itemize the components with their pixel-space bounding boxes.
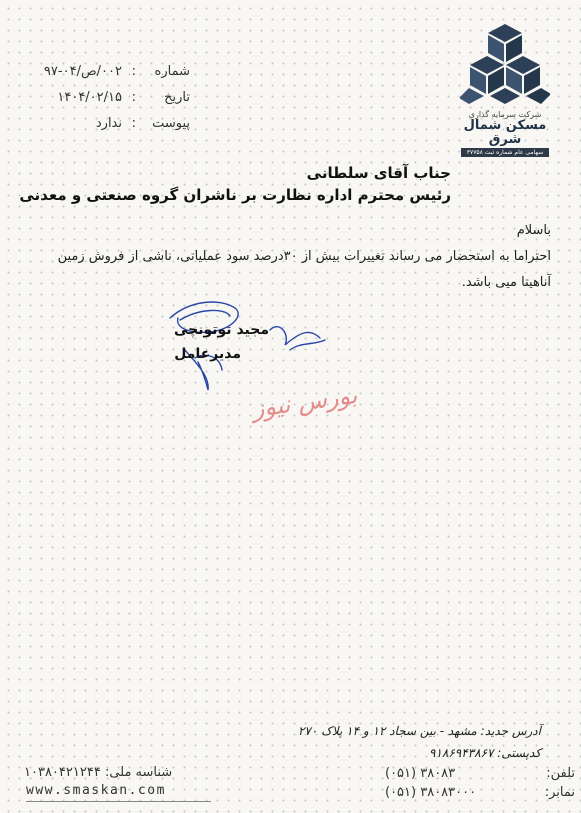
footer-divider (26, 801, 211, 802)
logo-small-text: شرکت سرمایه گذاری (468, 110, 542, 119)
letter-body (51, 218, 551, 296)
logo-registration-bar: سهامی عام شماره ثبت ۳۷۷۵۸ (461, 148, 549, 157)
meta-colon: : (131, 90, 136, 105)
watermark-stamp: بورس نیوز (250, 380, 359, 424)
number-value: ۰۰۲/ص/۰۴-۹۷ (43, 64, 122, 79)
meta-attachment-row (40, 116, 190, 138)
addressee-line-2: رئیس محترم اداره نظارت بر ناشران گروه صنعتی و معدنی (19, 186, 451, 204)
logo-company-name: مسکن شمال شرق (463, 118, 547, 147)
attachment-value: ندارد (95, 116, 122, 131)
number-label: شماره (154, 64, 190, 79)
signatory-name: مجید توتونچی (173, 322, 269, 338)
date-label: تاریخ (164, 90, 190, 105)
addressee-line-1: جناب آقای سلطانی (306, 164, 451, 182)
date-value: ۱۴۰۴/۰۲/۱۵ (57, 90, 122, 105)
fax-label: نمابر: (544, 785, 575, 800)
handwritten-signature-icon (150, 290, 350, 400)
footer-telephone-row (385, 766, 575, 784)
attachment-label: پیوست (152, 116, 190, 131)
fax-value: (۰۵۱) ۳۸۰۸۳۰۰۰ (385, 785, 477, 800)
footer-website-link[interactable]: www.smaskan.com (26, 783, 166, 798)
footer-address: آدرس جدید: مشهد - بین سجاد ۱۲ و ۱۴ پلاک ۲۷۰ (297, 724, 541, 738)
cubes-logo-icon (460, 22, 550, 110)
meta-date-row (40, 90, 190, 112)
telephone-label: تلفن: (546, 766, 575, 781)
meta-number-row (40, 64, 190, 86)
footer-fax-row (385, 785, 575, 803)
footer-national-id: شناسه ملی: ۱۰۳۸۰۴۲۱۲۴۴ (24, 765, 173, 780)
footer-postal-code: کدپستی: ۹۱۸۶۹۴۳۸۶۷ (429, 746, 541, 760)
telephone-value: (۰۵۱) ۳۸۰۸۳ (385, 766, 456, 781)
greeting: باسلام (516, 223, 551, 238)
signatory-title: مدیرعامل (174, 346, 241, 362)
meta-colon: : (131, 64, 136, 79)
meta-colon: : (131, 116, 136, 131)
company-logo (455, 22, 555, 157)
body-paragraph: احتراما به استحضار می رساند تغییرات بیش از ۳۰درصد سود عملیاتی، ناشی از فروش زمین آناهیتا میی باشد. (57, 249, 551, 290)
